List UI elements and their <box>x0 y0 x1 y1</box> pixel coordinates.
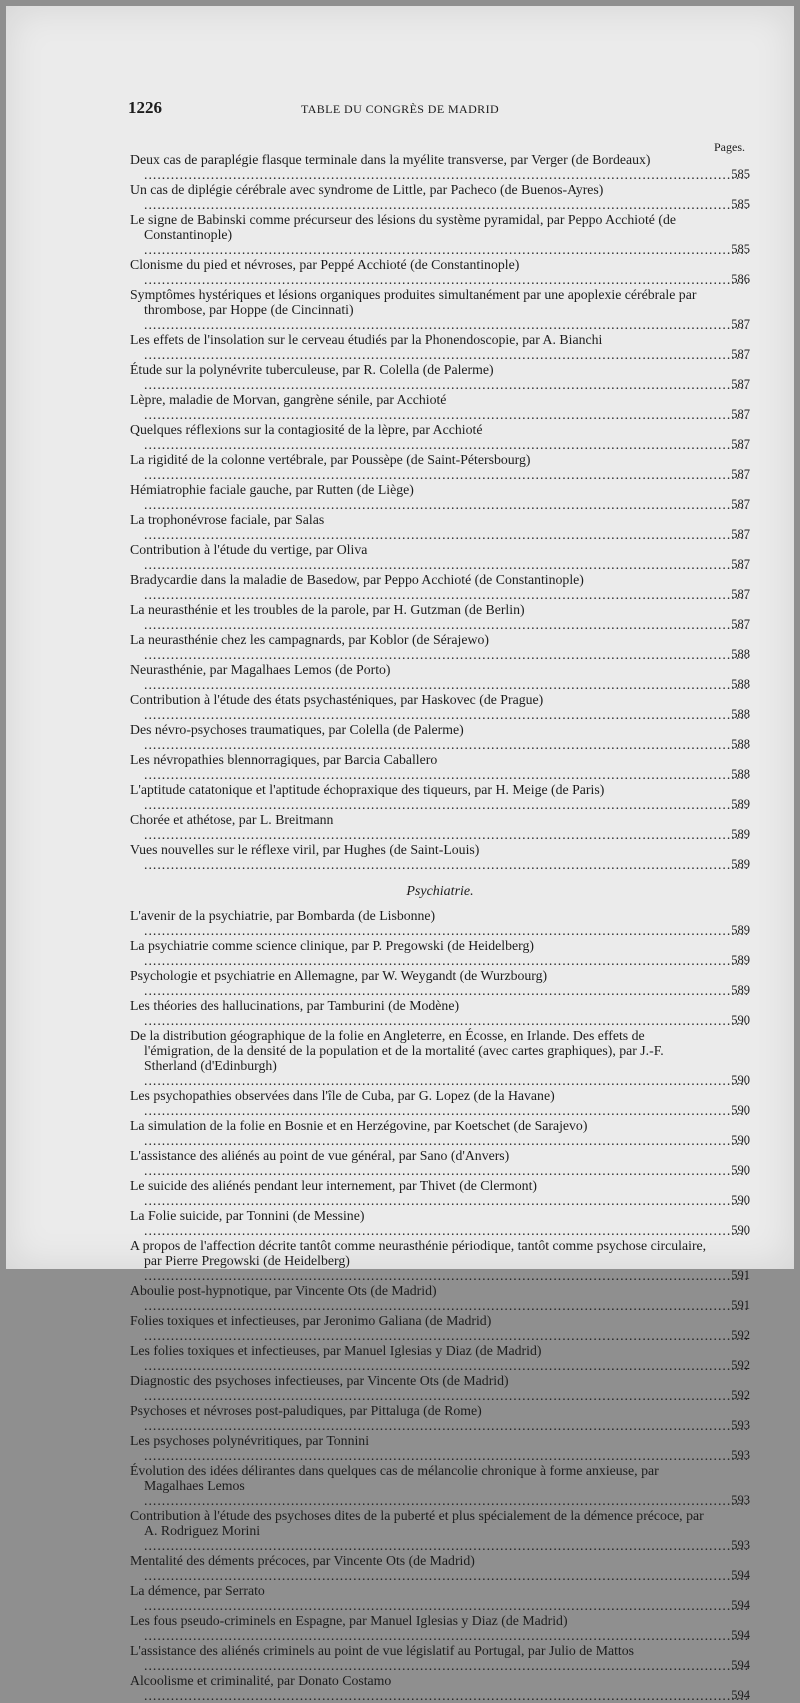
toc-entry <box>130 1613 750 1643</box>
toc-entry <box>130 572 750 602</box>
toc-entry-title: L'aptitude catatonique et l'aptitude échopraxique des tiqueurs, par H. Meige (de Paris) ..... <box>130 782 714 812</box>
toc-entry <box>130 692 750 722</box>
toc-entry-page: 593 <box>731 1493 750 1507</box>
toc-entry-page: 591 <box>731 1298 750 1312</box>
toc-entry <box>130 842 750 872</box>
toc-entry-title: Folies toxiques et infectieuses, par Jeronimo Galiana (de Madrid) ..... <box>130 1313 714 1343</box>
toc-entry <box>130 152 750 182</box>
toc-entry-page: 590 <box>731 1163 750 1177</box>
toc-entry-title: De la distribution géographique de la folie en Angleterre, en Écosse, en Irlande. Des effets de l'émigration, de la densité de la population et de la mortalité (avec cartes graphiques), par J.-F. Stherland (d'Edinburgh) ..... <box>130 1028 714 1088</box>
toc-entry-page: 590 <box>731 1103 750 1117</box>
toc-entry-page: 588 <box>731 767 750 781</box>
toc-entry <box>130 212 750 257</box>
toc-entry-page: 587 <box>731 527 750 541</box>
toc-entry-title: Chorée et athétose, par L. Breitmann ..... <box>130 812 714 842</box>
toc-entry <box>130 1178 750 1208</box>
toc-entry-title: A propos de l'affection décrite tantôt comme neurasthénie périodique, tantôt comme psychose circulaire, par Pierre Pregowski (de Heidelberg) ..... <box>130 1238 714 1283</box>
toc-entry <box>130 542 750 572</box>
toc-entry-page: 587 <box>731 377 750 391</box>
toc-entry <box>130 1313 750 1343</box>
toc-entry-page: 589 <box>731 923 750 937</box>
toc-entry <box>130 1118 750 1148</box>
toc-entry-page: 589 <box>731 827 750 841</box>
neurology-entries <box>130 152 750 872</box>
toc-entry-title: Les névropathies blennorragiques, par Barcia Caballero ..... <box>130 752 714 782</box>
toc-entry-page: 588 <box>731 707 750 721</box>
toc-entry-title: Les effets de l'insolation sur le cerveau étudiés par la Phonendoscopie, par A. Bianchi ..... <box>130 332 714 362</box>
toc-entry <box>130 1508 750 1553</box>
toc-entry-title: La psychiatrie comme science clinique, par P. Pregowski (de Heidelberg) ..... <box>130 938 714 968</box>
running-title: TABLE DU CONGRÈS DE MADRID <box>300 102 500 116</box>
toc-entry-page: 585 <box>731 167 750 181</box>
toc-entry-page: 588 <box>731 647 750 661</box>
toc-entry-title: Contribution à l'étude du vertige, par Oliva ..... <box>130 542 714 572</box>
toc-entry-page: 594 <box>731 1658 750 1672</box>
toc-entry <box>130 452 750 482</box>
toc-entry <box>130 752 750 782</box>
toc-entry <box>130 1553 750 1583</box>
toc-entry-title: L'assistance des aliénés criminels au point de vue législatif au Portugal, par Julio de Mattos ..... <box>130 1643 714 1673</box>
toc-entry-page: 590 <box>731 1223 750 1237</box>
toc-entry <box>130 1583 750 1613</box>
toc-entry-title: Les folies toxiques et infectieuses, par Manuel Iglesias y Diaz (de Madrid) ..... <box>130 1343 714 1373</box>
toc-entry <box>130 1673 750 1703</box>
toc-entry-title: Évolution des idées délirantes dans quelques cas de mélancolie chronique à forme anxieuse, par Magalhaes Lemos ..... <box>130 1463 714 1508</box>
toc-entry-page: 593 <box>731 1538 750 1552</box>
toc-entry-title: Deux cas de paraplégie flasque terminale dans la myélite transverse, par Verger (de Bordeaux) ..... <box>130 152 714 182</box>
toc-entry-title: Les psychoses polynévritiques, par Tonnini ..... <box>130 1433 714 1463</box>
toc-entry-title: Symptômes hystériques et lésions organiques produites simultanément par une apoplexie cérébrale par thrombose, par Hoppe (de Cincinnati) ..... <box>130 287 714 332</box>
page-header <box>6 98 794 122</box>
toc-entry-title: Diagnostic des psychoses infectieuses, par Vincente Ots (de Madrid) ..... <box>130 1373 714 1403</box>
toc-entry-title: L'avenir de la psychiatrie, par Bombarda (de Lisbonne) ..... <box>130 908 714 938</box>
toc-entry <box>130 1088 750 1118</box>
toc-entry-page: 590 <box>731 1193 750 1207</box>
toc-entry-title: La rigidité de la colonne vertébrale, par Poussèpe (de Saint-Pétersbourg) ..... <box>130 452 714 482</box>
toc-entry-page: 588 <box>731 677 750 691</box>
toc-entry <box>130 182 750 212</box>
toc-entry-title: La Folie suicide, par Tonnini (de Messine) ..... <box>130 1208 714 1238</box>
toc-entry-page: 585 <box>731 242 750 256</box>
toc-entry-title: La trophonévrose faciale, par Salas ..... <box>130 512 714 542</box>
toc-entry-title: Le signe de Babinski comme précurseur des lésions du système pyramidal, par Peppo Acchioté (de Constantinople) ..... <box>130 212 714 257</box>
toc-entry-page: 592 <box>731 1358 750 1372</box>
toc-entry <box>130 968 750 998</box>
toc-entry <box>130 257 750 287</box>
toc-entry-page: 589 <box>731 953 750 967</box>
toc-entry <box>130 722 750 752</box>
toc-entry <box>130 392 750 422</box>
toc-entry <box>130 332 750 362</box>
toc-entry <box>130 1433 750 1463</box>
toc-entry-page: 588 <box>731 737 750 751</box>
toc-entry <box>130 1283 750 1313</box>
toc-entry-title: La neurasthénie et les troubles de la parole, par H. Gutzman (de Berlin) ..... <box>130 602 714 632</box>
table-of-contents <box>130 152 750 1703</box>
toc-entry-page: 590 <box>731 1133 750 1147</box>
toc-entry <box>130 1208 750 1238</box>
toc-entry <box>130 1463 750 1508</box>
toc-entry-page: 587 <box>731 557 750 571</box>
toc-entry-page: 592 <box>731 1328 750 1342</box>
pages-column-label: Pages. <box>714 140 745 154</box>
page-number: 1226 <box>128 98 162 117</box>
toc-entry-page: 587 <box>731 497 750 511</box>
toc-entry-page: 589 <box>731 857 750 871</box>
toc-entry-title: Lèpre, maladie de Morvan, gangrène sénile, par Acchioté ..... <box>130 392 714 422</box>
toc-entry <box>130 602 750 632</box>
toc-entry-title: Le suicide des aliénés pendant leur internement, par Thivet (de Clermont) ..... <box>130 1178 714 1208</box>
toc-entry-title: Alcoolisme et criminalité, par Donato Costamo ..... <box>130 1673 714 1703</box>
toc-entry <box>130 1643 750 1673</box>
toc-entry-title: Les fous pseudo-criminels en Espagne, par Manuel Iglesias y Diaz (de Madrid) ..... <box>130 1613 714 1643</box>
toc-entry-title: L'assistance des aliénés au point de vue général, par Sano (d'Anvers) ..... <box>130 1148 714 1178</box>
section-title-psychiatrie: Psychiatrie. <box>406 884 474 899</box>
toc-entry <box>130 908 750 938</box>
toc-entry-page: 589 <box>731 983 750 997</box>
toc-entry-page: 587 <box>731 617 750 631</box>
toc-entry-page: 587 <box>731 587 750 601</box>
toc-entry-page: 587 <box>731 347 750 361</box>
toc-entry <box>130 662 750 692</box>
toc-entry-page: 587 <box>731 437 750 451</box>
toc-entry-title: La neurasthénie chez les campagnards, par Koblor (de Sérajewo) ..... <box>130 632 714 662</box>
toc-entry-title: Psychoses et névroses post-paludiques, par Pittaluga (de Rome) ..... <box>130 1403 714 1433</box>
toc-entry-page: 594 <box>731 1598 750 1612</box>
toc-entry-page: 587 <box>731 467 750 481</box>
toc-entry-title: Un cas de diplégie cérébrale avec syndrome de Little, par Pacheco (de Buenos-Ayres) ..... <box>130 182 714 212</box>
toc-entry-page: 594 <box>731 1628 750 1642</box>
toc-entry-page: 587 <box>731 317 750 331</box>
book-page <box>6 6 794 1702</box>
toc-entry <box>130 1028 750 1088</box>
toc-entry <box>130 422 750 452</box>
toc-entry <box>130 1148 750 1178</box>
toc-entry-page: 590 <box>731 1073 750 1087</box>
toc-entry <box>130 632 750 662</box>
toc-entry-title: Les psychopathies observées dans l'île de Cuba, par G. Lopez (de la Havane) ..... <box>130 1088 714 1118</box>
toc-entry <box>130 362 750 392</box>
toc-entry-page: 593 <box>731 1448 750 1462</box>
toc-entry-title: Contribution à l'étude des psychoses dites de la puberté et plus spécialement de la démence précoce, par A. Rodriguez Morini ..... <box>130 1508 714 1553</box>
toc-entry <box>130 287 750 332</box>
toc-entry <box>130 1403 750 1433</box>
toc-entry <box>130 782 750 812</box>
toc-entry-page: 586 <box>731 272 750 286</box>
toc-entry <box>130 1343 750 1373</box>
toc-entry-title: Neurasthénie, par Magalhaes Lemos (de Porto) ..... <box>130 662 714 692</box>
toc-entry <box>130 1373 750 1403</box>
toc-entry-page: 585 <box>731 197 750 211</box>
toc-entry-title: Contribution à l'étude des états psychasténiques, par Haskovec (de Prague) ..... <box>130 692 714 722</box>
toc-entry-title: Vues nouvelles sur le réflexe viril, par Hughes (de Saint-Louis) ..... <box>130 842 714 872</box>
toc-entry <box>130 512 750 542</box>
toc-entry-title: Les théories des hallucinations, par Tamburini (de Modène) ..... <box>130 998 714 1028</box>
toc-entry-title: Quelques réflexions sur la contagiosité de la lèpre, par Acchioté ..... <box>130 422 714 452</box>
toc-entry-title: Mentalité des déments précoces, par Vincente Ots (de Madrid) ..... <box>130 1553 714 1583</box>
toc-entry-title: Bradycardie dans la maladie de Basedow, par Peppo Acchioté (de Constantinople) ..... <box>130 572 714 602</box>
toc-entry-title: Étude sur la polynévrite tuberculeuse, par R. Colella (de Palerme) ..... <box>130 362 714 392</box>
toc-entry-page: 590 <box>731 1013 750 1027</box>
toc-entry-title: La démence, par Serrato ..... <box>130 1583 714 1613</box>
toc-entry-page: 592 <box>731 1388 750 1402</box>
toc-entry-page: 591 <box>731 1268 750 1282</box>
toc-entry-title: Hémiatrophie faciale gauche, par Rutten (de Liège) ..... <box>130 482 714 512</box>
toc-entry <box>130 1238 750 1283</box>
toc-entry-page: 594 <box>731 1688 750 1702</box>
toc-entry-title: Psychologie et psychiatrie en Allemagne, par W. Weygandt (de Wurzbourg) ..... <box>130 968 714 998</box>
toc-entry-title: Aboulie post-hypnotique, par Vincente Ots (de Madrid) ..... <box>130 1283 714 1313</box>
toc-entry-title: La simulation de la folie en Bosnie et en Herzégovine, par Koetschet (de Sarajevo) ..... <box>130 1118 714 1148</box>
toc-entry <box>130 812 750 842</box>
toc-entry-page: 594 <box>731 1568 750 1582</box>
toc-entry-page: 587 <box>731 407 750 421</box>
toc-entry-page: 589 <box>731 797 750 811</box>
toc-entry-page: 593 <box>731 1418 750 1432</box>
toc-entry <box>130 998 750 1028</box>
psychiatry-entries <box>130 908 750 1703</box>
toc-entry-title: Clonisme du pied et névroses, par Peppé Acchioté (de Constantinople) ..... <box>130 257 714 287</box>
toc-entry <box>130 938 750 968</box>
toc-entry <box>130 482 750 512</box>
toc-entry-title: Des névro-psychoses traumatiques, par Colella (de Palerme) ..... <box>130 722 714 752</box>
